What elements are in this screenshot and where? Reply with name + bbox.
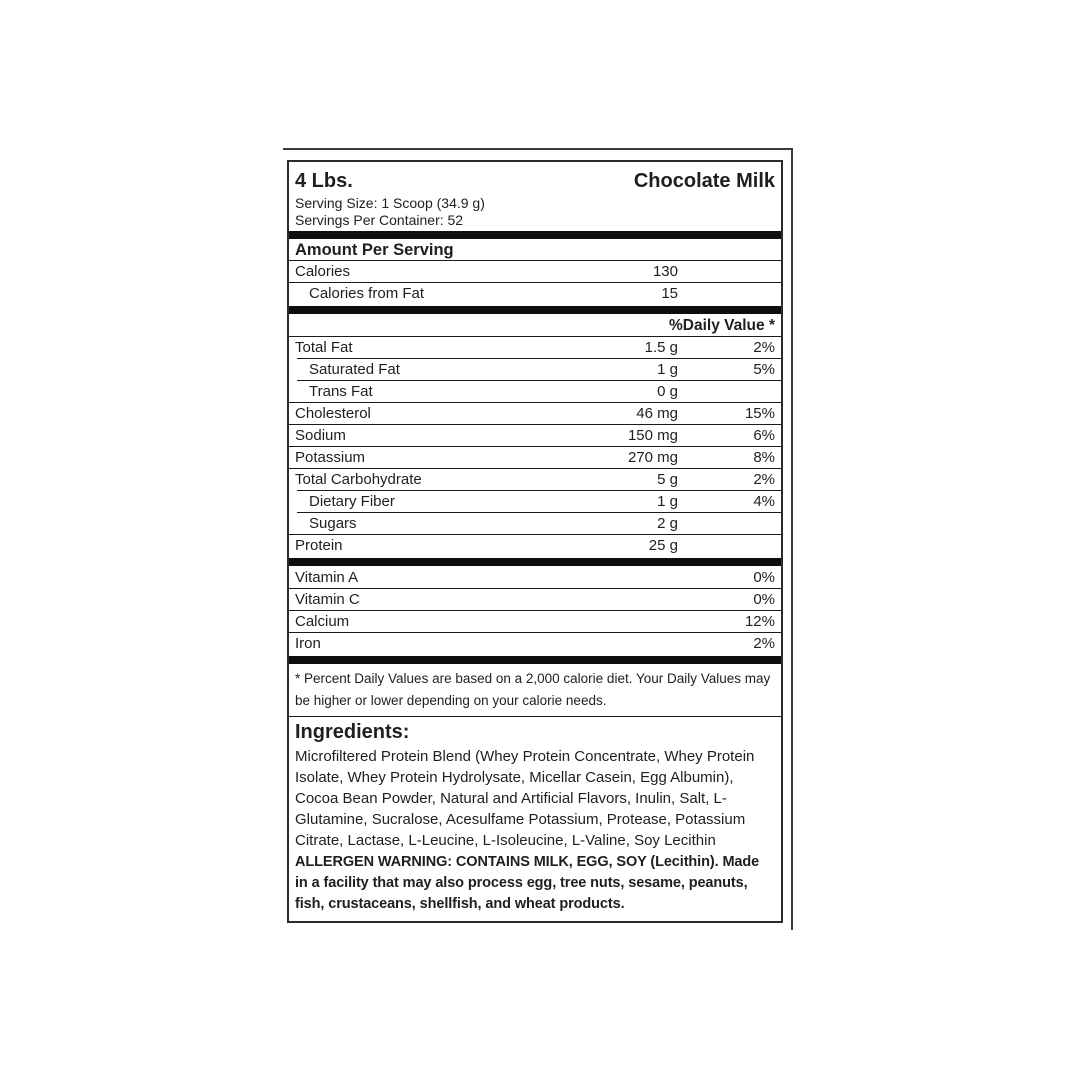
vitamin-dv: 12% <box>744 613 775 630</box>
nutrient-dv <box>678 515 775 532</box>
nutrient-dv: 5% <box>753 361 775 378</box>
product-flavor: Chocolate Milk <box>633 170 775 192</box>
ingredients-heading: Ingredients: <box>295 721 410 743</box>
nutrient-row-saturated-fat <box>289 358 781 380</box>
vitamin-row-vitamin-a <box>289 566 781 588</box>
serving-size: Serving Size: 1 Scoop (34.9 g) <box>295 195 485 211</box>
nutrient-name: Protein <box>295 537 343 554</box>
nutrient-name: Calories from Fat <box>309 285 425 302</box>
vitamin-name: Iron <box>295 635 321 652</box>
nutrient-amount: 46 mg <box>636 405 678 422</box>
nutrient-amount: 1 g <box>657 493 678 510</box>
vitamin-row-calcium <box>289 610 781 632</box>
allergen-warning: ALLERGEN WARNING: CONTAINS MILK, EGG, SOY (Lecithin). Made in a facility that may also process egg, tree nuts, sesame, peanuts, fish, crustaceans, shellfish, and wheat products. <box>295 854 760 912</box>
nutrient-dv: 8% <box>753 449 775 466</box>
nutrient-row-total-fat <box>289 336 781 358</box>
nutrient-name: Saturated Fat <box>309 361 400 378</box>
nutrient-amount: 5 g <box>657 471 678 488</box>
nutrient-amount: 130 <box>652 263 678 280</box>
thick-divider-bar <box>289 306 781 314</box>
nutrient-amount: 25 g <box>648 537 678 554</box>
label-header <box>289 162 781 195</box>
thick-divider-bar <box>289 656 781 664</box>
nutrient-name: Dietary Fiber <box>309 493 395 510</box>
outer-frame-top-rule <box>283 148 793 150</box>
thick-divider-bar <box>289 558 781 566</box>
nutrient-row-sodium <box>289 424 781 446</box>
amount-per-serving-heading: Amount Per Serving <box>295 241 454 259</box>
nutrient-dv: 2% <box>753 339 775 356</box>
daily-value-header: %Daily Value * <box>669 317 775 334</box>
nutrition-facts-label <box>287 160 783 923</box>
servings-per-container: Servings Per Container: 52 <box>295 212 464 228</box>
nutrient-amount: 150 mg <box>627 427 678 444</box>
nutrient-name: Cholesterol <box>295 405 371 422</box>
calories-row <box>289 260 781 282</box>
nutrient-name: Total Fat <box>295 339 353 356</box>
calories-from-fat-row <box>289 282 781 304</box>
vitamin-dv: 0% <box>753 569 775 586</box>
nutrient-name: Trans Fat <box>309 383 373 400</box>
vitamin-name: Vitamin A <box>295 569 359 586</box>
nutrient-dv <box>678 383 775 400</box>
nutrient-dv <box>678 537 775 554</box>
vitamin-row-vitamin-c <box>289 588 781 610</box>
nutrient-row-protein <box>289 534 781 556</box>
nutrient-name: Sodium <box>295 427 346 444</box>
nutrient-amount: 2 g <box>657 515 678 532</box>
nutrient-amount: 270 mg <box>627 449 678 466</box>
nutrient-row-dietary-fiber <box>289 490 781 512</box>
nutrient-row-sugars <box>289 512 781 534</box>
nutrient-dv: 2% <box>753 471 775 488</box>
vitamin-name: Vitamin C <box>295 591 360 608</box>
nutrient-row-trans-fat <box>289 380 781 402</box>
nutrient-name: Calories <box>295 263 351 280</box>
nutrient-dv: 15% <box>744 405 775 422</box>
nutrient-name: Total Carbohydrate <box>295 471 422 488</box>
ingredients-section <box>289 716 781 915</box>
nutrient-row-potassium <box>289 446 781 468</box>
nutrient-amount: 15 <box>661 285 678 302</box>
vitamin-row-iron <box>289 632 781 654</box>
nutrient-amount: 1.5 g <box>644 339 678 356</box>
nutrient-row-total-carbohydrate <box>289 468 781 490</box>
product-size: 4 Lbs. <box>295 170 353 192</box>
nutrient-amount: 0 g <box>657 383 678 400</box>
nutrient-dv: 4% <box>753 493 775 510</box>
vitamin-dv: 0% <box>753 591 775 608</box>
nutrient-row-cholesterol <box>289 402 781 424</box>
nutrient-dv: 6% <box>753 427 775 444</box>
vitamin-dv: 2% <box>753 635 775 652</box>
nutrient-amount: 1 g <box>657 361 678 378</box>
thick-divider-bar <box>289 231 781 239</box>
nutrient-name: Potassium <box>295 449 366 466</box>
daily-value-footnote: * Percent Daily Values are based on a 2,000 calorie diet. Your Daily Values may be higher or lower depending on your calorie needs. <box>295 671 771 708</box>
nutrient-name: Sugars <box>309 515 357 532</box>
outer-frame-right-rule <box>791 148 793 930</box>
ingredients-text: Microfiltered Protein Blend (Whey Protein Concentrate, Whey Protein Isolate, Whey Protein Hydrolysate, Micellar Casein, Egg Albumin), Cocoa Bean Powder, Natural and Artificial Flavors, Inulin, Salt, L-Glutamine, Sucralose, Acesulfame Potassium, Protease, Potassium Citrate, Lactase, L-Leucine, L-Isoleucine, L-Valine, Soy Lecithin <box>295 748 755 849</box>
vitamin-name: Calcium <box>295 613 350 630</box>
